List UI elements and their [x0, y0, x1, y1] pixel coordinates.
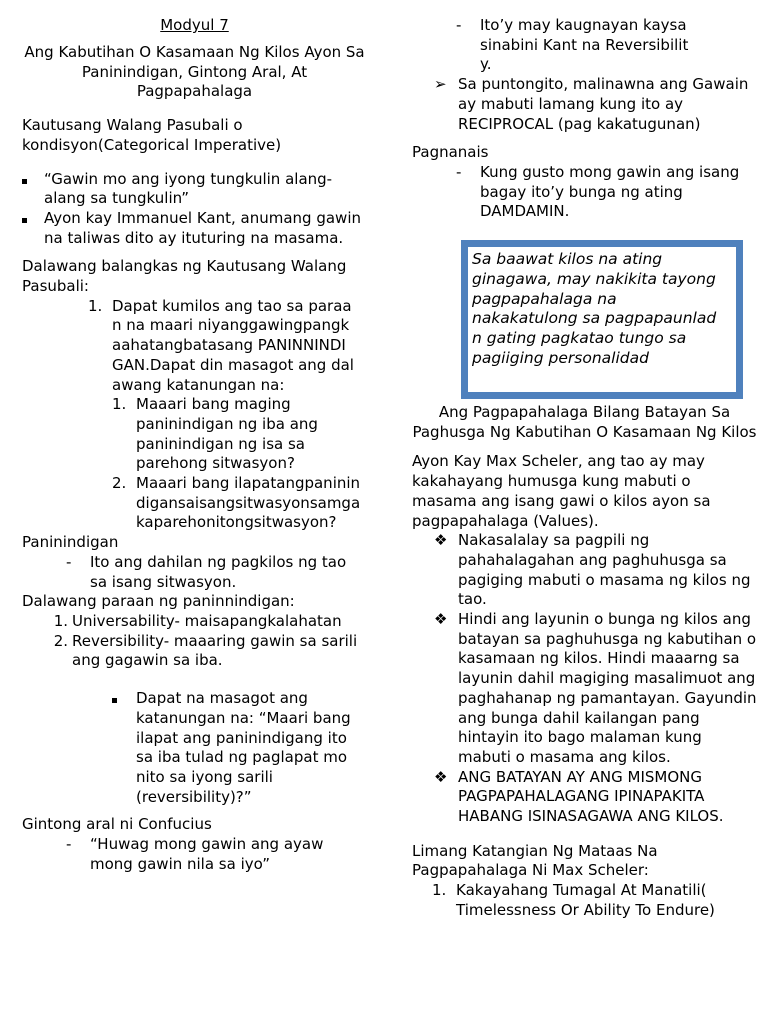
right-column-lower — [412, 403, 757, 921]
pagnanais-heading: Pagnanais — [412, 143, 489, 162]
pagpapahalaga-heading: Ang Pagpapahalaga Bilang Batayan Sa Paghusga Ng Kabutihan O Kasamaan Ng Kilos — [412, 403, 757, 441]
bullet-list — [22, 170, 367, 249]
list-item: 1. Universability- maisapangkalahatan — [53, 611, 342, 630]
square-bullet-icon — [22, 209, 44, 248]
dash-marker: - — [66, 552, 72, 571]
confucius-heading: Gintong aral ni Confucius — [22, 815, 212, 834]
list-item: - “Huwag mong gawin ang ayaw mong gawin nila sa iyo” — [66, 835, 324, 873]
limang-heading: Limang Katangian Ng Mataas Na Pagpapahalaga Ni Max Scheler: — [412, 841, 658, 880]
arrow-bullet-icon: ➢ — [434, 75, 447, 94]
diamond-bullet-icon: ❖ — [434, 531, 448, 550]
square-bullet-icon — [22, 170, 44, 209]
diamond-bullet-icon: ❖ — [434, 767, 448, 786]
square-bullet-icon — [112, 689, 136, 807]
paraan-heading: Dalawang paraan ng paninnindigan: — [22, 592, 295, 611]
scheler-paragraph: Ayon Kay Max Scheler, ang tao ay may kakahayang humusga kung mabuti o masama ang isang gawi o kilos ayon sa pagpapahalaga (Values). — [412, 452, 711, 530]
module-title: Modyul 7 — [160, 16, 229, 34]
list-item: - Kung gusto mong gawin ang isang bagay ito’y bunga ng ating DAMDAMIN. — [456, 162, 740, 221]
categorical-heading: Kautusang Walang Pasubali o kondisyon(Categorical Imperative) — [22, 116, 282, 154]
balangkas-heading: Dalawang balangkas ng Kautusang Walang Pasubali: — [22, 257, 347, 296]
list-item: - Ito’y may kaugnayan kaysasinabini Kant na Reversibility. — [456, 16, 689, 74]
list-item: “Gawin mo ang iyong tungkulin alang-alang sa tungkulin” — [22, 170, 367, 209]
list-item: ➢ Sa puntongito, malinawna ang Gawain ay mabuti lamang kung ito ay RECIPROCAL (pag kakatugunan) — [434, 75, 749, 133]
list-item: Ayon kay Immanuel Kant, anumang gawin na taliwas dito ay ituturing na masama. — [22, 209, 367, 248]
list-item: 2. Maaari bang ilapatangpaninindigansaisangsitwasyonsamgakaparehonitongsitwasyon? — [112, 474, 361, 532]
list-item: ❖ ANG BATAYAN AY ANG MISMONG PAGPAPAHALAGANG IPINAPAKITA HABANG ISINASAGAWA ANG KILOS. — [434, 767, 724, 826]
right-column — [412, 0, 757, 222]
list-item: - Ito ang dahilan ng pagkilos ng tao sa isang sitwasyon. — [66, 552, 347, 591]
diamond-bullet-icon: ❖ — [434, 610, 448, 629]
module-heading: Ang Kabutihan O Kasamaan Ng Kilos Ayon Sa Paninindigan, Gintong Aral, At Pagpapahalaga — [24, 43, 365, 101]
list-item: ❖ Hindi ang layunin o bunga ng kilos ang batayan sa paghuhusga ng kabutihan o kasamaan ng kilos. Hindi maaarng sa layunin dahil magiging masalimuot ang paghahanap ng pamantayan. Gayundin ang bunga dahil kailangan pang hintayin ito bago malaman kung mabuti o masama ang kilos. — [434, 610, 757, 766]
text-box-content: Sa baawat kilos na ating ginagawa, may nakikita tayong pagpapahalaga na nakakatulong sa pagpapaunlad n gating pagkatao tungo sa pagiiging personalidad — [472, 250, 717, 367]
list-item: 1. Dapat kumilos ang tao sa paraan na maari niyanggawingpangkaahatangbatasang PANINNINDIGAN.Dapat din masagot ang dalawang katanungan na: — [88, 296, 354, 394]
list-item: ❖ Nakasalalay sa pagpili ng pahahalagahan ang paghuhusga sa pagiging mabuti o masama ng kilos ng tao. — [434, 531, 751, 609]
dash-marker: - — [66, 835, 72, 854]
dash-marker: - — [456, 16, 462, 34]
list-item: Dapat na masagot ang katanungan na: “Maari bang ilapat ang paninindigang ito sa iba tulad ng paglapat mo nito sa iyong sarili (reversibility)?” — [22, 689, 367, 807]
left-column — [22, 0, 367, 874]
list-item: 1. Kakayahang Tumagal At Manatili( Timelessness Or Ability To Endure) — [432, 881, 715, 919]
list-item: 2. Reversibility- maaaring gawin sa sarili ang gagawin sa iba. — [53, 631, 358, 670]
paninindigan-heading: Paninindigan — [22, 533, 119, 552]
dash-marker: - — [456, 162, 462, 181]
list-item: 1. Maaari bang maging paninindigan ng iba ang paninindigan ng isa sa parehong sitwasyon? — [112, 395, 318, 473]
